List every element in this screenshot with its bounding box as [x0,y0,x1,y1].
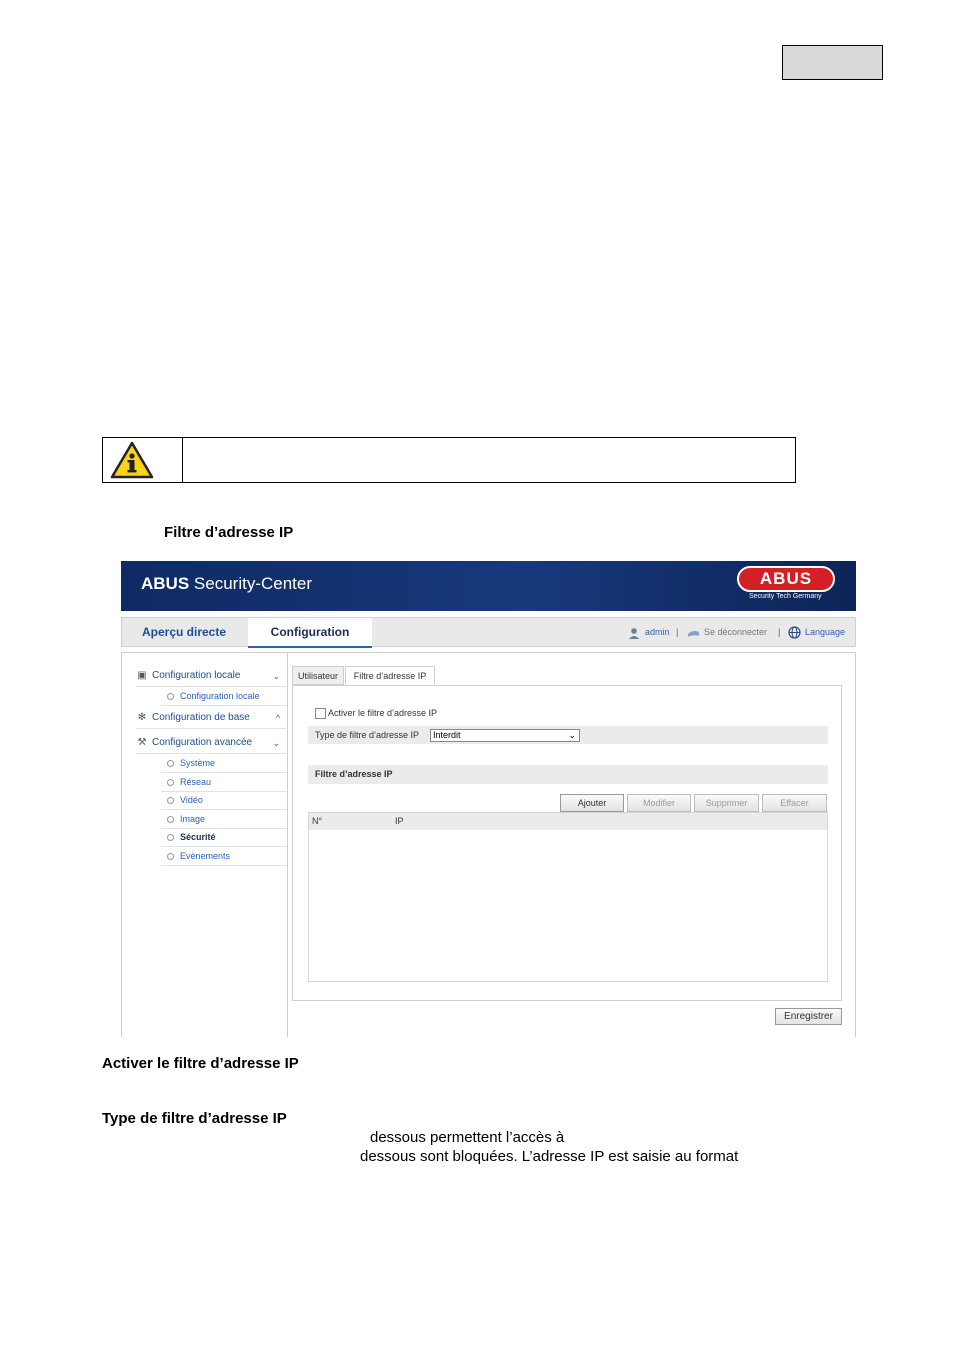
separator: | [778,627,781,637]
main-panel [292,653,852,1037]
save-button[interactable]: Enregistrer [775,1008,842,1025]
term-ip-filter-type: Type de filtre d’adresse IP [102,1110,287,1127]
filter-type-label: Type de filtre d’adresse IP [315,730,420,740]
sidebar-basic-config[interactable]: ✻ Configuration de base ^ [136,708,286,729]
delete-button[interactable]: Supprimer [694,794,759,812]
separator: | [676,627,679,637]
language-link[interactable]: Language [805,627,846,637]
def2-line1: dessous permettent l’accès à [370,1129,565,1146]
term-enable-ip-filter: Activer le filtre d’adresse IP [102,1055,299,1072]
top-navbar [121,617,856,647]
user-icon [628,618,640,646]
enable-ip-filter-checkbox[interactable] [315,708,326,719]
gear-icon: ✻ [137,712,147,723]
tab-live-view[interactable]: Aperçu directe [141,625,227,639]
sidebar-local-config[interactable]: ▣ Configuration locale ⌄ [136,666,286,687]
chevron-up-icon: ^ [275,713,280,723]
sidebar-item-security[interactable]: Sécurité [161,828,287,847]
chevron-down-icon: ⌄ [272,671,280,681]
sidebar-item-network[interactable]: Réseau [161,773,287,792]
ip-list-header [309,813,827,830]
globe-icon [788,618,801,646]
logo-subtitle: Security Tech Germany [749,593,822,600]
info-note-box [102,437,796,483]
clear-button[interactable]: Effacer [762,794,827,812]
web-ui-screenshot [121,561,856,1037]
add-button[interactable]: Ajouter [560,794,624,812]
sidebar-item-events[interactable]: Evènements [161,847,287,866]
chevron-down-icon: ⌄ [568,730,576,740]
chevron-down-icon: ⌄ [272,738,280,748]
warning-info-icon [110,441,154,479]
sidebar-item-system[interactable]: Système [161,754,287,773]
wrench-icon: ⚒ [137,737,147,748]
content-area [121,652,856,1037]
section-title: Filtre d’adresse IP [315,769,393,779]
section-heading: Filtre d’adresse IP [164,524,294,541]
sidebar-item-image[interactable]: Image [161,810,287,829]
sidebar-item-local-config[interactable]: Configuration locale [161,687,287,706]
ip-filter-panel [292,685,842,1001]
column-ip: IP [395,816,404,826]
enable-ip-filter-row[interactable] [315,708,437,719]
user-link[interactable]: admin [645,627,670,637]
ip-list [308,812,828,982]
sidebar [122,653,288,1037]
sidebar-advanced-config[interactable]: ⚒ Configuration avancée ⌄ [136,733,286,754]
def2-line2: dessous sont bloquées. L’adresse IP est saisie au format [360,1148,739,1165]
logout-link[interactable]: Se déconnecter [704,627,768,637]
note-icon-cell [103,438,183,482]
logout-icon [687,618,700,646]
page-header-tab [782,45,883,80]
modify-button[interactable]: Modifier [627,794,691,812]
tab-ip-filter[interactable]: Filtre d’adresse IP [345,666,435,685]
app-title: ABUS Security-Center [141,574,313,593]
column-number: N° [312,816,323,826]
monitor-icon: ▣ [137,670,147,681]
tab-configuration[interactable]: Configuration [248,618,372,648]
tab-user[interactable]: Utilisateur [292,666,344,685]
abus-logo: ABUS [737,566,835,592]
app-banner [121,561,856,611]
filter-type-select[interactable]: Interdit ⌄ [430,729,580,742]
sidebar-item-video[interactable]: Vidéo [161,791,287,810]
enable-ip-filter-label: Activer le filtre d’adresse IP [328,708,438,718]
